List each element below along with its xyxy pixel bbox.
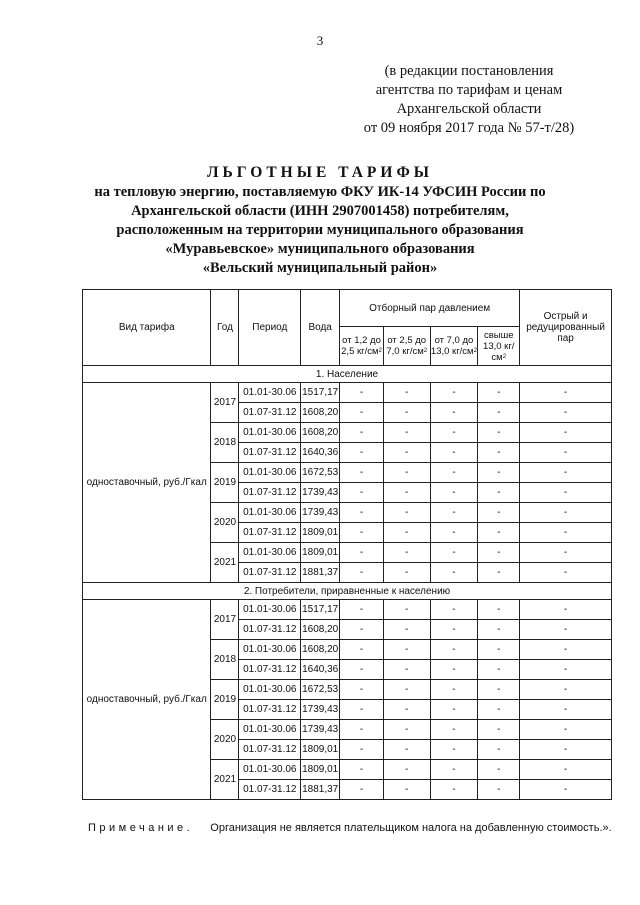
empty-value-cell: -	[340, 383, 384, 403]
title-line: «Вельский муниципальный район»	[202, 260, 438, 276]
empty-value-cell: -	[478, 543, 520, 563]
empty-value-cell: -	[340, 543, 384, 563]
header-steam-2: от 2,5 до 7,0 $кг/см^2$	[383, 327, 430, 366]
empty-value-cell: -	[478, 640, 520, 660]
year-cell: 2021	[211, 543, 239, 583]
water-cell: 1608,20	[301, 423, 340, 443]
empty-value-cell: -	[430, 563, 478, 583]
year-cell: 2021	[211, 760, 239, 800]
tariffs-table	[82, 289, 612, 800]
empty-value-cell: -	[430, 740, 478, 760]
title-line: «Муравьевское» муниципального образования	[165, 241, 475, 257]
empty-value-cell: -	[478, 660, 520, 680]
period-cell: 01.07-31.12	[239, 563, 301, 583]
header-sharp-steam: Острый и редуцированный пар	[520, 290, 612, 366]
empty-value-cell: -	[520, 523, 612, 543]
period-cell: 01.07-31.12	[239, 620, 301, 640]
empty-value-cell: -	[478, 740, 520, 760]
period-cell: 01.01-30.06	[239, 680, 301, 700]
empty-value-cell: -	[430, 660, 478, 680]
empty-value-cell: -	[478, 720, 520, 740]
water-cell: 1672,53	[301, 463, 340, 483]
empty-value-cell: -	[340, 700, 384, 720]
empty-value-cell: -	[520, 740, 612, 760]
period-cell: 01.07-31.12	[239, 780, 301, 800]
water-cell: 1809,01	[301, 523, 340, 543]
period-cell: 01.01-30.06	[239, 503, 301, 523]
empty-value-cell: -	[340, 563, 384, 583]
year-cell: 2020	[211, 503, 239, 543]
period-cell: 01.07-31.12	[239, 660, 301, 680]
empty-value-cell: -	[430, 403, 478, 423]
year-cell: 2017	[211, 600, 239, 640]
period-cell: 01.07-31.12	[239, 443, 301, 463]
year-cell: 2018	[211, 640, 239, 680]
empty-value-cell: -	[383, 760, 430, 780]
empty-value-cell: -	[383, 523, 430, 543]
year-cell: 2017	[211, 383, 239, 423]
water-cell: 1809,01	[301, 740, 340, 760]
water-cell: 1608,20	[301, 640, 340, 660]
empty-value-cell: -	[383, 423, 430, 443]
empty-value-cell: -	[430, 720, 478, 740]
period-cell: 01.01-30.06	[239, 543, 301, 563]
empty-value-cell: -	[520, 720, 612, 740]
section-row	[83, 583, 612, 600]
empty-value-cell: -	[478, 503, 520, 523]
empty-value-cell: -	[430, 600, 478, 620]
empty-value-cell: -	[430, 523, 478, 543]
empty-value-cell: -	[520, 483, 612, 503]
tariff-type-cell: одноставочный, руб./Гкал	[83, 600, 211, 800]
empty-value-cell: -	[520, 423, 612, 443]
document-title	[80, 163, 560, 278]
empty-value-cell: -	[520, 780, 612, 800]
empty-value-cell: -	[520, 680, 612, 700]
redaction-line: агентства по тарифам и ценам	[375, 82, 563, 98]
empty-value-cell: -	[478, 760, 520, 780]
water-cell: 1640,36	[301, 660, 340, 680]
section-row	[83, 366, 612, 383]
title-line: на тепловую энергию, поставляемую ФКУ ИК-14 УФСИН России по	[94, 184, 546, 200]
page-number: 3	[316, 33, 324, 48]
water-cell: 1739,43	[301, 483, 340, 503]
empty-value-cell: -	[383, 620, 430, 640]
empty-value-cell: -	[478, 483, 520, 503]
empty-value-cell: -	[340, 740, 384, 760]
period-cell: 01.01-30.06	[239, 423, 301, 443]
water-cell: 1640,36	[301, 443, 340, 463]
empty-value-cell: -	[383, 640, 430, 660]
empty-value-cell: -	[340, 463, 384, 483]
empty-value-cell: -	[430, 543, 478, 563]
empty-value-cell: -	[340, 483, 384, 503]
empty-value-cell: -	[520, 600, 612, 620]
empty-value-cell: -	[383, 680, 430, 700]
redaction-note	[340, 62, 598, 138]
empty-value-cell: -	[520, 620, 612, 640]
empty-value-cell: -	[430, 700, 478, 720]
empty-value-cell: -	[478, 423, 520, 443]
empty-value-cell: -	[520, 760, 612, 780]
empty-value-cell: -	[478, 383, 520, 403]
empty-value-cell: -	[340, 640, 384, 660]
footnote-label: Примечание.	[88, 822, 194, 834]
period-cell: 01.07-31.12	[239, 483, 301, 503]
empty-value-cell: -	[430, 443, 478, 463]
table-row	[83, 600, 612, 620]
empty-value-cell: -	[383, 483, 430, 503]
empty-value-cell: -	[430, 463, 478, 483]
empty-value-cell: -	[520, 403, 612, 423]
footnote-text: Организация не является плательщиком налога на добавленную стоимость.».	[210, 822, 612, 834]
empty-value-cell: -	[430, 423, 478, 443]
empty-value-cell: -	[478, 700, 520, 720]
period-cell: 01.01-30.06	[239, 383, 301, 403]
empty-value-cell: -	[340, 760, 384, 780]
water-cell: 1881,37	[301, 780, 340, 800]
empty-value-cell: -	[340, 523, 384, 543]
empty-value-cell: -	[383, 463, 430, 483]
water-cell: 1608,20	[301, 403, 340, 423]
header-steam-group: Отборный пар давлением	[340, 290, 520, 327]
empty-value-cell: -	[383, 740, 430, 760]
empty-value-cell: -	[430, 383, 478, 403]
empty-value-cell: -	[520, 640, 612, 660]
empty-value-cell: -	[383, 660, 430, 680]
year-cell: 2020	[211, 720, 239, 760]
empty-value-cell: -	[383, 403, 430, 423]
year-cell: 2019	[211, 463, 239, 503]
empty-value-cell: -	[478, 600, 520, 620]
water-cell: 1739,43	[301, 700, 340, 720]
empty-value-cell: -	[383, 700, 430, 720]
redaction-line: (в редакции постановления	[384, 63, 554, 79]
empty-value-cell: -	[340, 780, 384, 800]
period-cell: 01.07-31.12	[239, 700, 301, 720]
empty-value-cell: -	[478, 680, 520, 700]
empty-value-cell: -	[340, 423, 384, 443]
empty-value-cell: -	[520, 543, 612, 563]
empty-value-cell: -	[478, 620, 520, 640]
empty-value-cell: -	[383, 600, 430, 620]
empty-value-cell: -	[340, 620, 384, 640]
period-cell: 01.01-30.06	[239, 463, 301, 483]
water-cell: 1739,43	[301, 503, 340, 523]
redaction-line: Архангельской области	[396, 101, 542, 117]
empty-value-cell: -	[478, 463, 520, 483]
empty-value-cell: -	[340, 503, 384, 523]
empty-value-cell: -	[520, 660, 612, 680]
period-cell: 01.07-31.12	[239, 403, 301, 423]
empty-value-cell: -	[520, 383, 612, 403]
section-title: 2. Потребители, приравненные к населению	[83, 583, 612, 600]
year-cell: 2018	[211, 423, 239, 463]
year-cell: 2019	[211, 680, 239, 720]
header-steam-3: от 7,0 до 13,0 $кг/см^2$	[430, 327, 478, 366]
title-line: расположенным на территории муниципального образования	[116, 222, 524, 238]
water-cell: 1809,01	[301, 760, 340, 780]
empty-value-cell: -	[478, 780, 520, 800]
water-cell: 1608,20	[301, 620, 340, 640]
period-cell: 01.01-30.06	[239, 600, 301, 620]
header-water: Вода	[301, 290, 340, 366]
empty-value-cell: -	[383, 563, 430, 583]
header-steam-1: от 1,2 до 2,5 $кг/см^2$	[340, 327, 384, 366]
header-tariff-type: Вид тарифа	[83, 290, 211, 366]
empty-value-cell: -	[430, 780, 478, 800]
empty-value-cell: -	[430, 640, 478, 660]
water-cell: 1881,37	[301, 563, 340, 583]
water-cell: 1809,01	[301, 543, 340, 563]
empty-value-cell: -	[383, 780, 430, 800]
water-cell: 1739,43	[301, 720, 340, 740]
section-title: 1. Население	[83, 366, 612, 383]
empty-value-cell: -	[340, 720, 384, 740]
empty-value-cell: -	[478, 443, 520, 463]
empty-value-cell: -	[520, 443, 612, 463]
empty-value-cell: -	[383, 543, 430, 563]
empty-value-cell: -	[520, 563, 612, 583]
empty-value-cell: -	[430, 483, 478, 503]
empty-value-cell: -	[340, 403, 384, 423]
period-cell: 01.07-31.12	[239, 523, 301, 543]
period-cell: 01.07-31.12	[239, 740, 301, 760]
redaction-line: от 09 ноября 2017 года № 57-т/28)	[363, 120, 575, 136]
empty-value-cell: -	[383, 443, 430, 463]
water-cell: 1672,53	[301, 680, 340, 700]
empty-value-cell: -	[430, 680, 478, 700]
period-cell: 01.01-30.06	[239, 640, 301, 660]
empty-value-cell: -	[430, 760, 478, 780]
empty-value-cell: -	[520, 700, 612, 720]
empty-value-cell: -	[340, 680, 384, 700]
empty-value-cell: -	[478, 563, 520, 583]
table-row	[83, 383, 612, 403]
empty-value-cell: -	[383, 383, 430, 403]
header-steam-4: свыше 13,0 $кг/см^2$	[478, 327, 520, 366]
empty-value-cell: -	[383, 720, 430, 740]
period-cell: 01.01-30.06	[239, 760, 301, 780]
empty-value-cell: -	[340, 443, 384, 463]
empty-value-cell: -	[340, 600, 384, 620]
water-cell: 1517,17	[301, 600, 340, 620]
empty-value-cell: -	[340, 660, 384, 680]
title-line: Архангельской области (ИНН 2907001458) потребителям,	[131, 203, 509, 219]
water-cell: 1517,17	[301, 383, 340, 403]
header-period: Период	[239, 290, 301, 366]
tariff-type-cell: одноставочный, руб./Гкал	[83, 383, 211, 583]
empty-value-cell: -	[478, 403, 520, 423]
footnote	[88, 822, 628, 834]
empty-value-cell: -	[520, 503, 612, 523]
empty-value-cell: -	[520, 463, 612, 483]
empty-value-cell: -	[478, 523, 520, 543]
empty-value-cell: -	[430, 620, 478, 640]
empty-value-cell: -	[430, 503, 478, 523]
header-year: Год	[211, 290, 239, 366]
empty-value-cell: -	[383, 503, 430, 523]
period-cell: 01.01-30.06	[239, 720, 301, 740]
title-main: ЛЬГОТНЫЕ ТАРИФЫ	[207, 164, 433, 181]
